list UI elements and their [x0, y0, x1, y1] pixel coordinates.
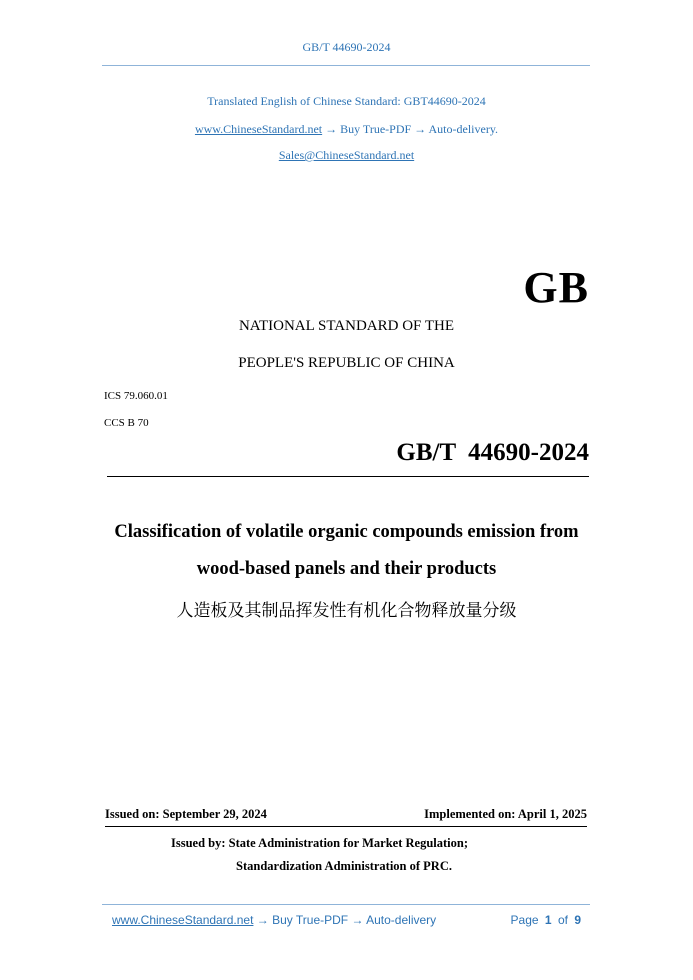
title-line-1: Classification of volatile organic compounds emission from	[114, 522, 579, 542]
page-of-label: of	[557, 913, 568, 927]
page-label: Page	[510, 913, 539, 927]
promo-buy-line	[0, 122, 693, 137]
header-code: GB/T 44690-2024	[302, 40, 391, 54]
standard-number-rule	[107, 476, 589, 477]
implemented-on: Implemented on: April 1, 2025	[424, 807, 587, 821]
page-total: 9	[574, 913, 581, 927]
issued-by-line-2: Standardization Administration of PRC.	[236, 859, 452, 873]
promo-email-link[interactable]: Sales@ChineseStandard.net	[278, 148, 415, 162]
footer-buy-line	[112, 913, 436, 927]
ics-code: ICS 79.060.01	[104, 390, 168, 402]
promo-translated-line: Translated English of Chinese Standard: GBT44690-2024	[207, 94, 486, 108]
page-indicator	[511, 913, 581, 927]
ccs-code: CCS B 70	[104, 417, 149, 429]
footer-buy-text: → Buy True-PDF → Auto-delivery	[256, 913, 437, 927]
dates-rule	[105, 826, 587, 827]
title-line-2: wood-based panels and their products	[196, 559, 497, 579]
standard-number: GB/T 44690-2024	[396, 439, 589, 466]
issued-by-line-1: Issued by: State Administration for Market Regulation;	[171, 836, 468, 850]
national-standard-line-2: PEOPLE'S REPUBLIC OF CHINA	[238, 355, 455, 371]
national-standard-line-1: NATIONAL STANDARD OF THE	[238, 318, 455, 334]
footer-site-link[interactable]: www.ChineseStandard.net	[112, 913, 254, 927]
title-chinese: 人造板及其制品挥发性有机化合物释放量分级	[176, 601, 517, 620]
page-number: 1	[544, 913, 552, 927]
issued-on: Issued on: September 29, 2024	[105, 807, 267, 821]
promo-site-link[interactable]: www.ChineseStandard.net	[194, 122, 323, 136]
header-divider	[102, 65, 590, 66]
footer-divider	[102, 904, 590, 905]
promo-buy-text: → Buy True-PDF → Auto-delivery.	[325, 122, 499, 136]
promo-email-line	[0, 148, 693, 163]
gb-mark: GB	[523, 263, 589, 312]
